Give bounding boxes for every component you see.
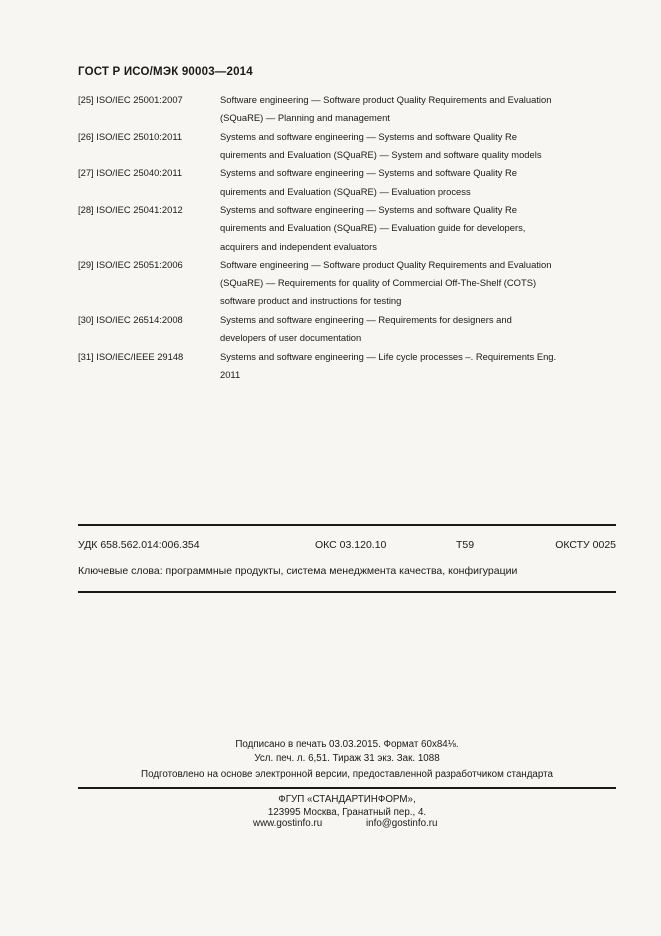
- reference-id: [31] ISO/IEC/IEEE 29148: [78, 350, 184, 362]
- reference-id: [28] ISO/IEC 25041:2012: [78, 204, 183, 216]
- udk-code: УДК 658.562.014:006.354: [78, 539, 200, 551]
- oks-code: ОКС 03.120.10: [315, 539, 387, 551]
- divider-middle: [78, 591, 616, 593]
- classification-row: [78, 539, 616, 553]
- publisher-name: ФГУП «СТАНДАРТИНФОРМ»,: [278, 794, 416, 805]
- bibliography-entry: [78, 201, 558, 256]
- keywords-line: Ключевые слова: программные продукты, система менеджмента качества, конфигурации: [78, 565, 518, 577]
- reference-id: [29] ISO/IEC 25051:2006: [78, 259, 183, 271]
- publisher-address: 123995 Москва, Гранатный пер., 4.: [267, 807, 427, 818]
- publisher-website: www.gostinfo.ru: [253, 818, 323, 829]
- divider-bottom: [78, 787, 616, 789]
- bibliography-entry: [78, 348, 558, 384]
- reference-title: Systems and software engineering — Systems and software Quality Re quirements and Evaluation (SQuaRE) — Evaluation guide for developers, acquirers and independent evaluators: [220, 204, 526, 252]
- prepared-note: Подготовлено на основе электронной версии, предоставленной разработчиком стандарта: [141, 769, 553, 780]
- bibliography-entry: [78, 311, 558, 347]
- bibliography-entry: [78, 128, 558, 164]
- print-info: Усл. печ. л. 6,51. Тираж 31 экз. Зак. 1088: [254, 753, 440, 764]
- bibliography-entry: [78, 256, 558, 311]
- reference-id: [26] ISO/IEC 25010:2011: [78, 130, 183, 142]
- reference-title: Systems and software engineering — Life cycle processes –. Requirements Eng. 2011: [220, 350, 557, 380]
- bibliography-entry: [78, 91, 558, 127]
- t-code: Т59: [456, 539, 475, 551]
- document-header: ГОСТ Р ИСО/МЭК 90003—2014: [78, 66, 253, 78]
- publisher-email: info@gostinfo.ru: [366, 818, 438, 829]
- signed-for-print: Подписано в печать 03.03.2015. Формат 60x84⅛.: [235, 739, 459, 750]
- reference-id: [25] ISO/IEC 25001:2007: [78, 94, 183, 105]
- divider-top: [78, 524, 616, 526]
- reference-id: [27] ISO/IEC 25040:2011: [78, 167, 183, 179]
- reference-title: Software engineering — Software product Quality Requirements and Evaluation (SQuaRE) — Requirements for quality of Commercial Off-The-Shelf (COTS) software product and instructions for testing: [220, 259, 552, 307]
- reference-title: Systems and software engineering — Systems and software Quality Re quirements and Evaluation (SQuaRE) — System and software quality models: [220, 130, 542, 160]
- reference-title: Systems and software engineering — Requirements for designers and developers of user documentation: [220, 313, 512, 344]
- okstu-code: ОКСТУ 0025: [555, 539, 616, 551]
- reference-id: [30] ISO/IEC 26514:2008: [78, 313, 183, 325]
- bibliography-entry: [78, 164, 558, 200]
- reference-title: Software engineering — Software product Quality Requirements and Evaluation (SQuaRE) — Planning and management: [220, 94, 552, 124]
- reference-title: Systems and software engineering — Systems and software Quality Re quirements and Evaluation (SQuaRE) — Evaluation process: [220, 167, 518, 197]
- bibliography-list: [78, 91, 558, 384]
